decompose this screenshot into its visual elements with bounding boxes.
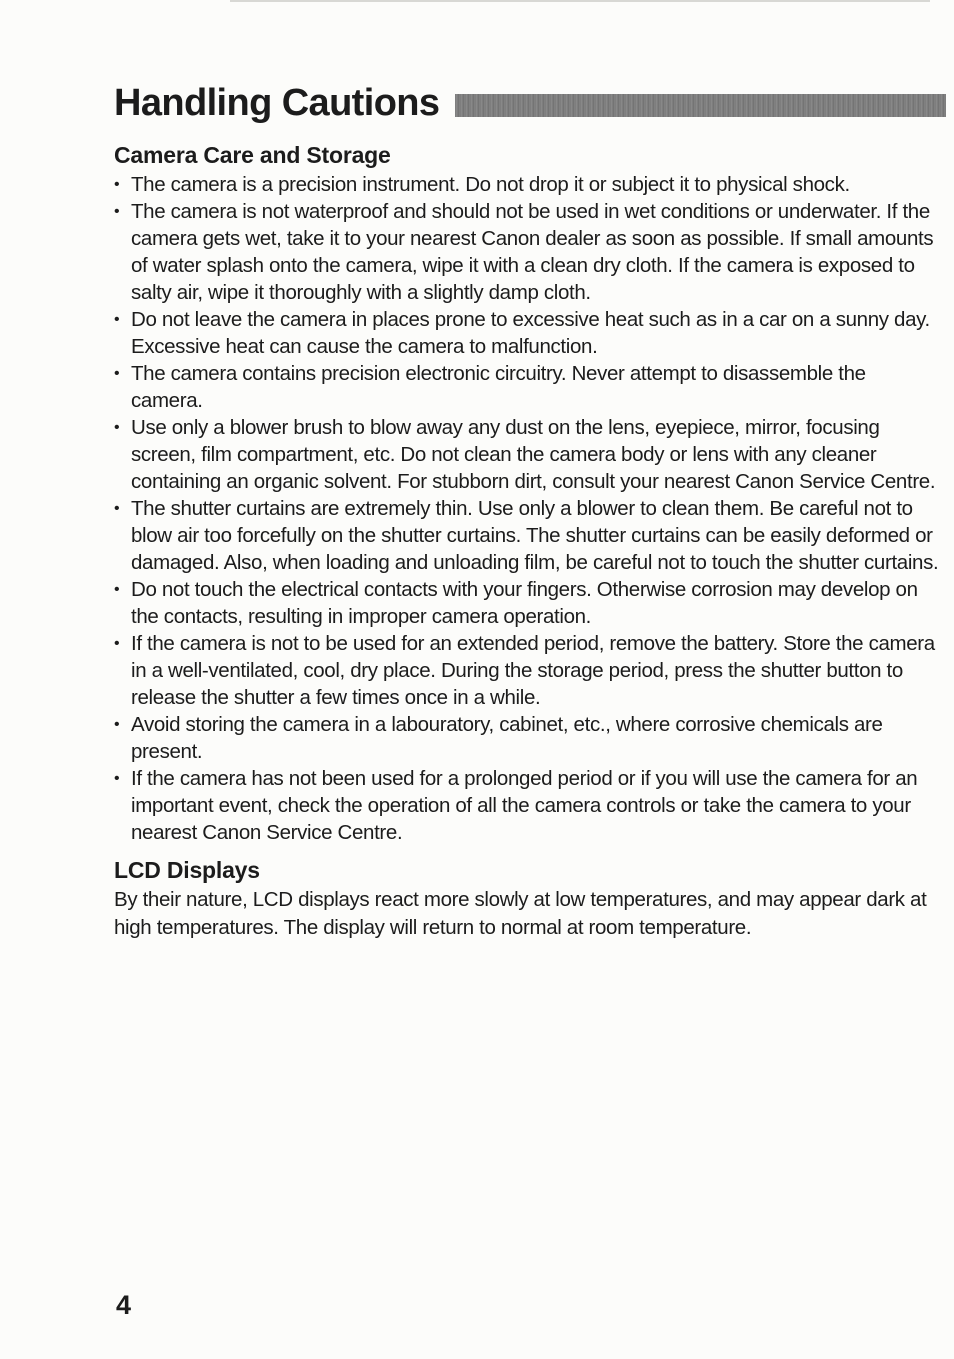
page-title: Handling Cautions <box>114 82 440 124</box>
list-item-text: Do not touch the electrical contacts with your fingers. Otherwise corrosion may develop on the contacts, resulting in improper camera operation. <box>131 578 918 628</box>
bullet-icon: • <box>114 716 120 733</box>
list-item-text: The shutter curtains are extremely thin. Use only a blower to clean them. Be careful not to blow air too forcefully on the shutter curtains. The shutter curtains can be easily deformed or damaged. Also, when loading and unloading film, be careful not to touch the shutter curtains. <box>131 497 939 574</box>
bullet-icon: • <box>114 635 120 652</box>
bullet-icon: • <box>114 365 120 382</box>
bullet-icon: • <box>114 203 120 220</box>
page-content <box>114 139 940 941</box>
bullet-icon: • <box>114 176 120 193</box>
list-item-text: Do not leave the camera in places prone to excessive heat such as in a car on a sunny day. Excessive heat can cause the camera to malfunction. <box>131 308 930 358</box>
page-title-row <box>114 80 946 126</box>
list-item <box>114 576 940 630</box>
title-decorative-bar <box>455 94 946 117</box>
lcd-paragraph: By their nature, LCD displays react more slowly at low temperatures, and may appear dark at high temperatures. The display will return to normal at room temperature. <box>114 888 927 939</box>
bullet-icon: • <box>114 311 120 328</box>
page-top-rule <box>230 0 930 2</box>
list-item <box>114 171 940 198</box>
list-item-text: Avoid storing the camera in a labouratory, cabinet, etc., where corrosive chemicals are present. <box>131 713 883 763</box>
camera-care-list <box>114 171 940 846</box>
list-item-text: If the camera is not to be used for an extended period, remove the battery. Store the camera in a well-ventilated, cool, dry place. During the storage period, press the shutter button to release the shutter a few times once in a while. <box>131 632 935 709</box>
bullet-icon: • <box>114 581 120 598</box>
section-heading-camera-care: Camera Care and Storage <box>114 142 391 168</box>
list-item-text: Use only a blower brush to blow away any dust on the lens, eyepiece, mirror, focusing screen, film compartment, etc. Do not clean the camera body or lens with any cleaner containing an organic solvent. For stubborn dirt, consult your nearest Canon Service Centre. <box>131 416 936 493</box>
bullet-icon: • <box>114 500 120 517</box>
list-item-text: The camera is a precision instrument. Do not drop it or subject it to physical shock. <box>131 173 850 196</box>
page-number: 4 <box>116 1290 132 1320</box>
list-item-text: The camera is not waterproof and should not be used in wet conditions or underwater. If the camera gets wet, take it to your nearest Canon dealer as soon as possible. If small amounts of water splash onto the camera, wipe it with a clean dry cloth. If the camera is exposed to salty air, wipe it thoroughly with a slightly damp cloth. <box>131 200 934 304</box>
bullet-icon: • <box>114 419 120 436</box>
list-item <box>114 414 940 495</box>
list-item <box>114 495 940 576</box>
list-item-text: The camera contains precision electronic circuitry. Never attempt to disassemble the camera. <box>131 362 866 412</box>
list-item <box>114 360 940 414</box>
list-item <box>114 711 940 765</box>
list-item <box>114 630 940 711</box>
list-item <box>114 306 940 360</box>
bullet-icon: • <box>114 770 120 787</box>
list-item <box>114 765 940 846</box>
section-heading-lcd: LCD Displays <box>114 857 260 883</box>
list-item-text: If the camera has not been used for a prolonged period or if you will use the camera for an important event, check the operation of all the camera controls or take the camera to your nearest Canon Service Centre. <box>131 767 918 844</box>
list-item <box>114 198 940 306</box>
